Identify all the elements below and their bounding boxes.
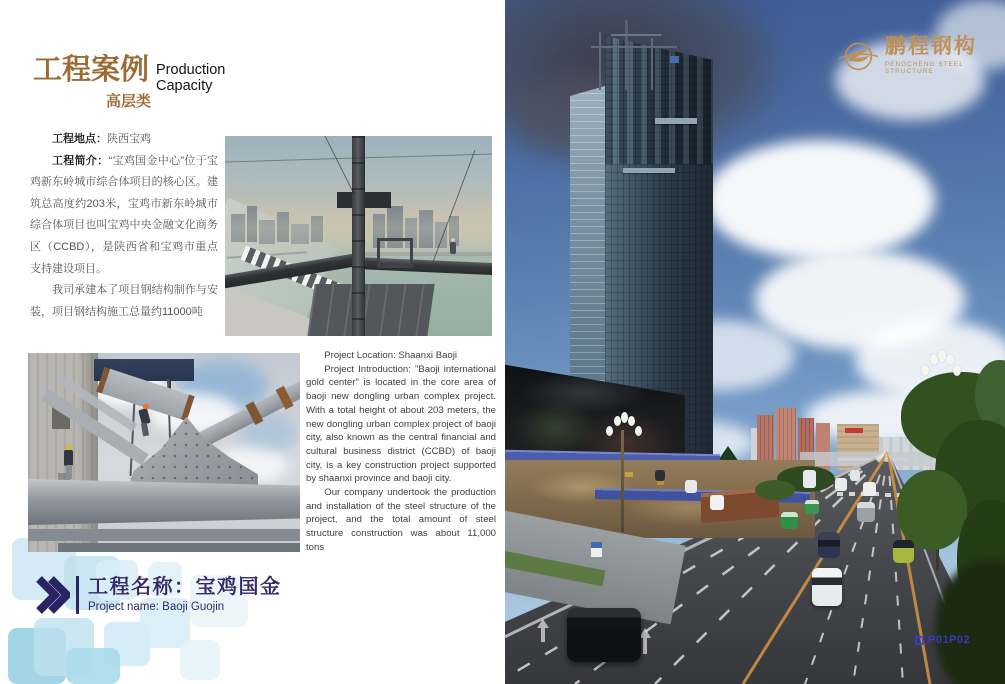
car-white [710,495,724,510]
scaffold-platform [655,118,697,124]
worker-standing-helmet [66,445,72,450]
car-black-suv [567,608,641,662]
cn-location-label: 工程地点： [52,133,107,145]
en-intro-paragraph: Project Introduction: "Baoji international gold center" is located in the core area of baoji new dongling urban complex project. With a total height of about 203 meters, the new dongling urban complex project of baoji city, also known as the central financial and cultural business district (CCBD) of baoji city, is a key construction project supported by shaanxi province and baoji city. [306,363,496,485]
car-green-taxi [781,512,798,529]
crane-jib [591,46,677,48]
photo-tower-top-view [225,136,492,336]
scaffold-platform [623,168,675,173]
car-white [685,480,697,493]
van-white [803,470,816,488]
page-watermark [915,634,970,646]
cn-location-line [30,129,218,151]
crane-jib [611,34,661,36]
title-block [33,55,293,111]
page-title-category: 高层类 [105,93,151,111]
car-dark-sedan [818,532,840,558]
photo-steel-node-install [28,353,300,552]
street-lamp-pole [621,430,624,532]
cables [225,136,492,336]
crane-mast [625,20,628,90]
secondary-beam [58,543,300,552]
logo-name-en: PENGCHENG STEEL STRUCTURE [884,61,964,76]
english-description [306,349,496,555]
hotel-red-sign [845,428,863,433]
worker-climbing-legs [141,423,149,437]
cn-intro-label: 工程简介： [52,154,109,167]
cn-scope-text: 我司承建本了项目钢结构制作与安装，项目钢结构施工总量约11000吨 [30,284,218,318]
tree [897,470,967,550]
excavator [657,481,664,485]
car-green-taxi [805,500,819,514]
car-silver-suv [857,502,875,522]
street-lamp-globes [921,350,959,380]
cn-intro-paragraph [30,151,218,281]
project-name-banner [36,576,282,614]
cn-location-value: 陕西宝鸡 [107,133,151,145]
car-white [835,478,847,491]
page-title-en: Production Capacity [156,62,226,95]
secondary-beam [28,529,300,541]
rust-clamp [245,401,263,425]
blue-panel [670,56,679,63]
cn-scope-paragraph [30,280,218,323]
mosaic-square [66,648,120,684]
rust-clamp [276,386,294,410]
worker-standing-legs [66,465,72,479]
chinese-description [30,129,218,323]
logo-name-cn: 鹏程钢构 [884,35,977,58]
excavator [625,472,633,477]
road-sign [591,542,602,557]
en-location-line: Project Location: Shaanxi Baoji [324,350,458,361]
watermark-square-icon [915,636,924,645]
worker-climbing-helmet [143,404,149,409]
median-bushes [755,480,795,500]
cn-intro-text: “宝鸡国金中心”位于宝鸡新东岭城市综合体项目的核心区。建筑总高度约203米，宝鸡市新东岭城市综合体项目也叫宝鸡中央金融文化商务区（CCBD），是陕西省和宝鸡市重点支持建设项目。 [30,154,219,275]
main-box-beam [28,479,300,525]
car-yellow-taxi [893,540,914,563]
en-scope-paragraph: Our company undertook the production and installation of the steel structure of the project, and the total amount of steel structure construction was about 11,000 tons [306,487,496,553]
double-chevron-icon [36,576,70,614]
project-name-cn: 工程名称：宝鸡国金 [88,576,282,598]
page-title-cn: 工程案例 [33,54,150,86]
banner-divider [76,576,79,614]
right-page-photo [505,0,1005,684]
pengcheng-emblem-icon [839,34,878,84]
company-logo [839,34,995,84]
cloud [705,140,935,260]
project-name-en: Project name: Baoji Guojin [88,601,225,613]
car-white [850,470,860,481]
crane-mast [599,32,601,90]
mosaic-square [180,640,220,680]
car-dark [655,470,665,481]
worker-standing [64,450,73,466]
watermark-text: P01P02 [928,634,971,646]
street-lamp-globes [606,412,642,440]
car-white [863,482,876,496]
car-white-sedan [812,568,842,606]
